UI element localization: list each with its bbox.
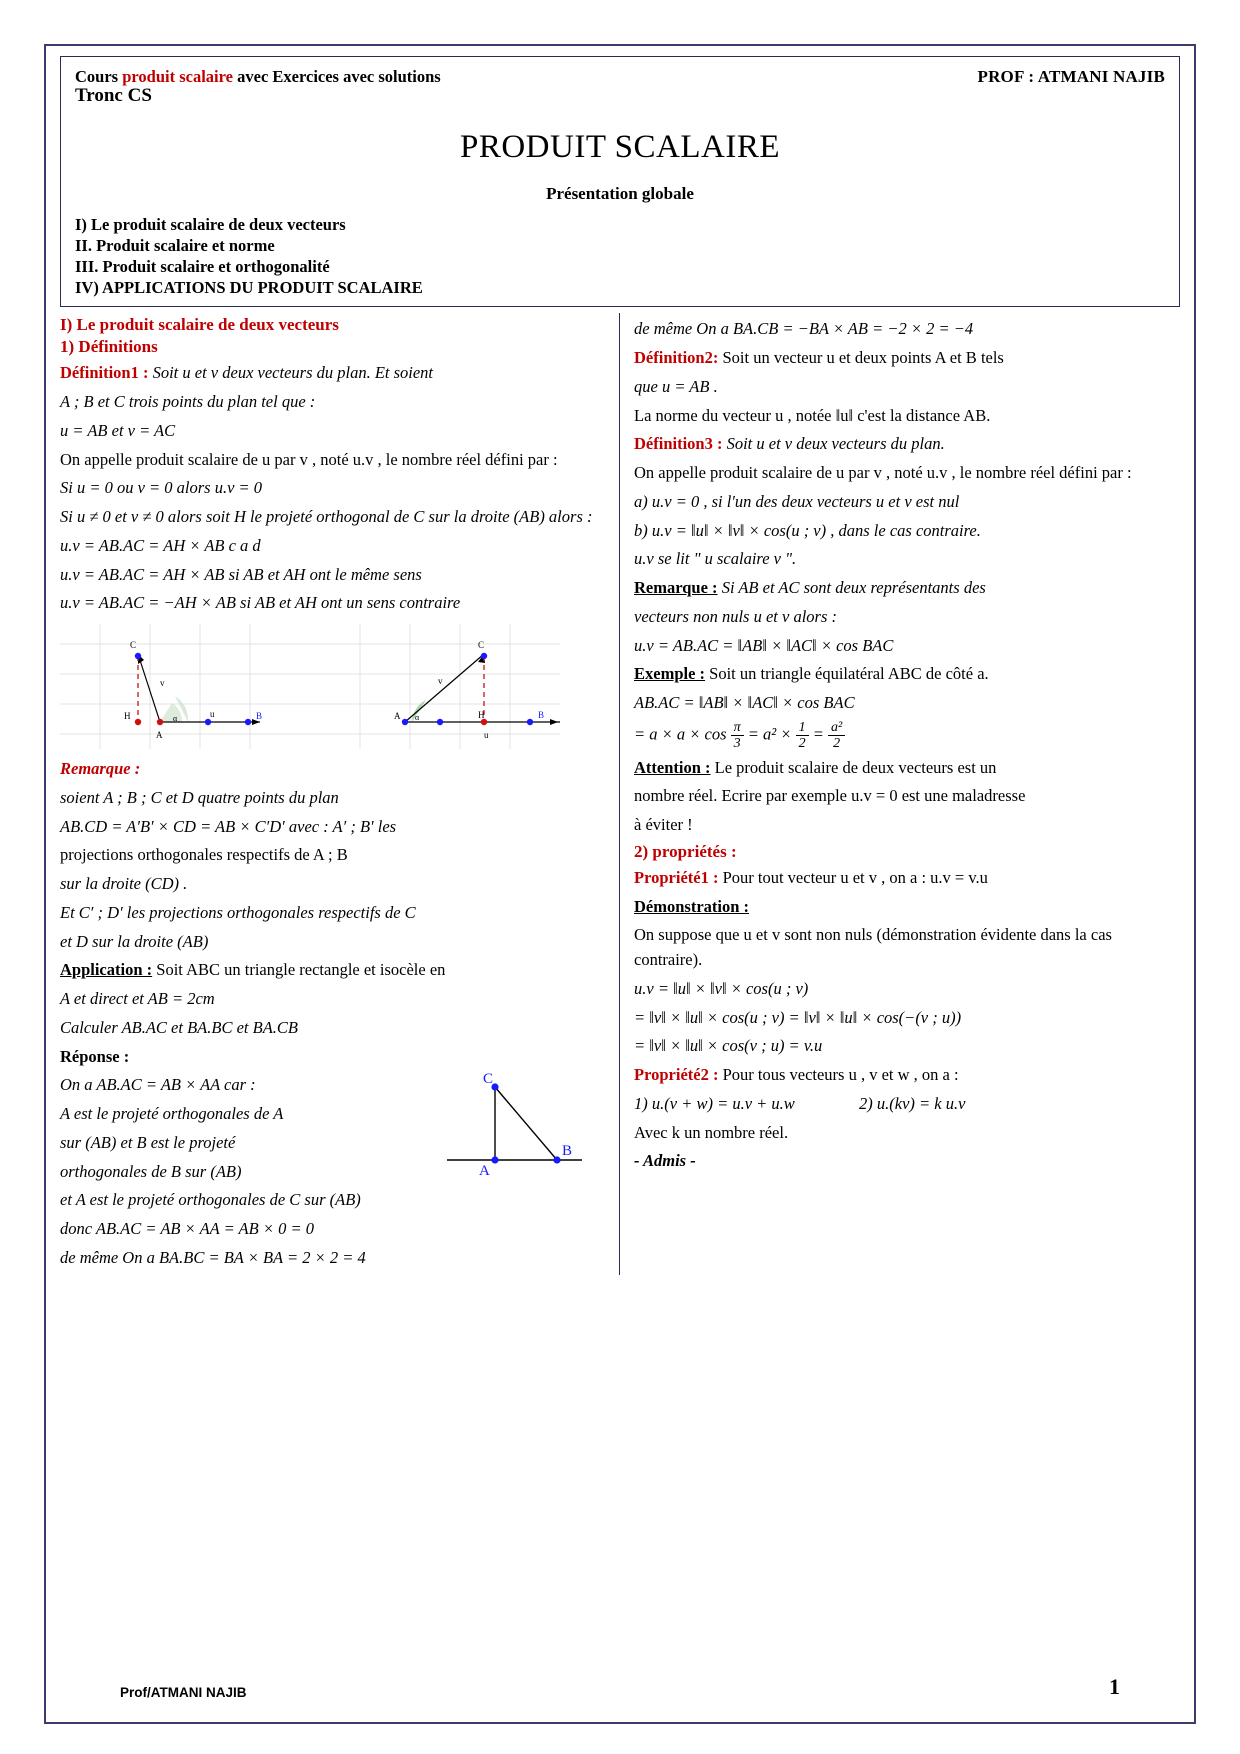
demonstration-equation-3: = ‖v‖ × ‖u‖ × cos(v ; u) = v.u [634, 1036, 823, 1056]
exemple-eq2-equals: = [812, 724, 824, 744]
propriete1-line1: Pour tout vecteur u et v , on a : u.v = v.u [722, 867, 988, 887]
application-line3: Calculer AB.AC et BA.BC et BA.CB [60, 1017, 298, 1037]
left-paragraph-2: Si u = 0 ou v = 0 alors u.v = 0 [60, 478, 263, 498]
application-line2: A et direct et AB = 2cm [60, 989, 215, 1009]
svg-text:v: v [438, 676, 443, 687]
definition1-paragraph [60, 361, 607, 386]
course-title-part1: Cours [75, 67, 123, 86]
remarque-equation: AB.CD = A′B′ × CD = AB × C′D′ avec : A′ ; B′ les [60, 816, 397, 836]
fraction-denominator: 2 [833, 736, 841, 752]
propriete2-paragraph [634, 1063, 1180, 1088]
page-title: PRODUIT SCALAIRE [459, 129, 780, 165]
definition2-line2: que u = AB . [634, 376, 718, 396]
left-equation-1: u.v = AB.AC = AH × AB c a d [60, 535, 261, 555]
footer-author: Prof/ATMANI NAJIB [120, 1685, 247, 1700]
right-remarque-equation: u.v = AB.AC = ‖AB‖ × ‖AC‖ × cos BAC [634, 635, 894, 655]
fraction-pi-3 [731, 720, 744, 752]
triangle-svg [417, 1065, 597, 1190]
remarque-line3: sur la droite (CD) . [60, 874, 188, 894]
toc-item-1: I) Le produit scalaire de deux vecteurs [75, 215, 346, 234]
toc-item-2: II. Produit scalaire et norme [75, 236, 275, 256]
fraction-denominator: 2 [798, 736, 806, 752]
header-top-line [75, 67, 1165, 87]
course-title-part2: avec Exercices avec solutions [233, 67, 441, 86]
application-label: Application : [60, 960, 153, 980]
left-column [60, 313, 620, 1274]
remarque-label: Remarque : [60, 759, 141, 779]
svg-text:A: A [156, 730, 163, 741]
propriete2-line2: Avec k un nombre réel. [634, 1122, 789, 1142]
remarque-line2: projections orthogonales respectifs de A ; B [60, 845, 348, 865]
reponse-line5: et A est le projeté orthogonales de C sur (AB) [60, 1190, 361, 1210]
demonstration-equation-1: u.v = ‖u‖ × ‖v‖ × cos(u ; v) [634, 978, 809, 998]
svg-text:B: B [256, 711, 263, 722]
vector-projection-figures [60, 624, 607, 749]
svg-text:C: C [130, 640, 137, 651]
heading-definitions: 1) Définitions [60, 337, 158, 357]
application-line1: Soit ABC un triangle rectangle et isocèle en [156, 960, 446, 980]
table-of-contents [75, 214, 1165, 298]
level-label: Tronc CS [75, 85, 152, 106]
right-line-1: de même On a BA.CB = −BA × AB = −2 × 2 = −4 [634, 319, 974, 339]
definition2-line3: La norme du vecteur u , notée ‖u‖ c'est la distance AB. [634, 405, 991, 425]
propriete2-line1: Pour tous vecteurs u , v et w , on a : [722, 1065, 959, 1085]
left-equation-3: u.v = AB.AC = −AH × AB si AB et AH ont un sens contraire [60, 593, 461, 613]
definition3-paragraph [634, 432, 1180, 457]
definition1-label: Définition1 : [60, 363, 149, 383]
demonstration-equation-2: = ‖v‖ × ‖u‖ × cos(u ; v) = ‖v‖ × ‖u‖ × cos(−(v ; u)) [634, 1007, 962, 1027]
svg-text:C: C [483, 1071, 494, 1088]
svg-text:H: H [478, 710, 485, 721]
right-column [620, 313, 1180, 1274]
professor-name: PROF : ATMANI NAJIB [977, 67, 1165, 86]
definition1-equation: u = AB et v = AC [60, 420, 176, 440]
two-column-body [60, 313, 1180, 1274]
heading-section-1: I) Le produit scalaire de deux vecteurs [60, 315, 339, 335]
fraction-numerator: π [731, 720, 744, 736]
exemple-equation-1: AB.AC = ‖AB‖ × ‖AC‖ × cos BAC [634, 693, 855, 713]
page-footer [120, 1674, 1120, 1700]
propriete2-items [634, 1092, 1180, 1117]
heading-proprietes: 2) propriétés : [634, 841, 737, 861]
attention-line3: à éviter ! [634, 815, 693, 835]
remarque-line5: et D sur la droite (AB) [60, 931, 209, 951]
definition2-line1: Soit un vecteur u et deux points A et B tels [722, 348, 1004, 368]
definition3-label: Définition3 : [634, 434, 723, 454]
toc-item-4: IV) APPLICATIONS DU PRODUIT SCALAIRE [75, 278, 423, 298]
definition2-label: Définition2: [634, 348, 719, 368]
remarque-line1: soient A ; B ; C et D quatre points du plan [60, 787, 339, 807]
reponse-line3: sur (AB) et B est le projeté [60, 1132, 236, 1152]
application-paragraph [60, 958, 607, 983]
svg-text:u: u [210, 709, 215, 720]
remarque-line4: Et C′ ; D′ les projections orthogonales respectifs de C [60, 902, 416, 922]
definition3-case-a: a) u.v = 0 , si l'un des deux vecteurs u et v est nul [634, 491, 960, 511]
right-remarque-paragraph [634, 576, 1180, 601]
exemple-label: Exemple : [634, 664, 706, 684]
definition3-reading: u.v se lit " u scalaire v ". [634, 549, 797, 569]
propriete2-label: Propriété2 : [634, 1065, 719, 1085]
course-title-highlight: produit scalaire [122, 67, 233, 86]
propriete1-paragraph [634, 866, 1180, 891]
svg-text:α: α [415, 713, 420, 723]
fraction-one-half [796, 720, 809, 752]
fraction-a2-2 [828, 720, 845, 752]
admis-note: - Admis - [634, 1151, 696, 1171]
triangle-figure [417, 1065, 597, 1190]
left-equation-2: u.v = AB.AC = AH × AB si AB et AH ont le même sens [60, 564, 422, 584]
exemple-eq2-mid: = a² × [747, 724, 792, 744]
toc-item-3: III. Produit scalaire et orthogonalité [75, 257, 330, 277]
svg-text:α: α [173, 714, 178, 724]
svg-text:v: v [160, 678, 165, 689]
right-remarque-line1: Si AB et AC sont deux représentants des [721, 578, 986, 598]
reponse-line4: orthogonales de B sur (AB) [60, 1161, 242, 1181]
reponse-line6: donc AB.AC = AB × AA = AB × 0 = 0 [60, 1219, 314, 1239]
exemple-equation-2 [634, 720, 1180, 752]
demonstration-line1: On suppose que u et v sont non nuls (démonstration évidente dans la cas contraire). [634, 925, 1112, 970]
reponse-line2: A est le projeté orthogonales de A [60, 1104, 284, 1124]
right-remarque-line2: vecteurs non nuls u et v alors : [634, 606, 838, 626]
header-box [60, 56, 1180, 307]
svg-text:B: B [538, 710, 545, 721]
right-remarque-label: Remarque : [634, 578, 718, 598]
exemple-line1: Soit un triangle équilatéral ABC de côté a. [709, 664, 989, 684]
reponse-line1: On a AB.AC = AB × AA car : [60, 1075, 256, 1095]
definition1-line2: A ; B et C trois points du plan tel que : [60, 392, 316, 412]
definition3-line1: Soit u et v deux vecteurs du plan. [726, 434, 945, 454]
fraction-denominator: 3 [733, 736, 741, 752]
definition3-case-b: b) u.v = ‖u‖ × ‖v‖ × cos(u ; v) , dans le cas contraire. [634, 520, 981, 540]
svg-text:A: A [394, 711, 401, 722]
demonstration-label: Démonstration : [634, 896, 750, 916]
svg-text:C: C [478, 640, 485, 651]
page-number: 1 [1109, 1674, 1120, 1699]
propriete1-label: Propriété1 : [634, 867, 719, 887]
svg-text:u: u [484, 730, 489, 741]
section-subtitle: Présentation globale [546, 184, 694, 203]
page-content [60, 56, 1180, 1710]
svg-text:A: A [479, 1163, 490, 1180]
svg-text:H: H [124, 711, 131, 722]
attention-paragraph [634, 756, 1180, 781]
reponse-line7: de même On a BA.BC = BA × BA = 2 × 2 = 4 [60, 1247, 366, 1267]
left-paragraph-3: Si u ≠ 0 et v ≠ 0 alors soit H le projeté orthogonal de C sur la droite (AB) alors : [60, 507, 593, 527]
reponse-label: Réponse : [60, 1046, 130, 1066]
figure-vectors-svg [60, 624, 560, 749]
attention-line2: nombre réel. Ecrire par exemple u.v = 0 est une maladresse [634, 786, 1026, 806]
exemple-eq2-pre: = a × a × cos [634, 724, 727, 744]
attention-label: Attention : [634, 757, 711, 777]
exemple-paragraph [634, 662, 1180, 687]
left-paragraph-1: On appelle produit scalaire de u par v , noté u.v , le nombre réel défini par : [60, 449, 558, 469]
fraction-numerator: 1 [796, 720, 809, 736]
attention-line1: Le produit scalaire de deux vecteurs est un [714, 757, 997, 777]
course-title [75, 67, 441, 87]
svg-text:B: B [562, 1143, 573, 1160]
propriete2-item-1: 1) u.(v + w) = u.v + u.w [634, 1093, 795, 1113]
definition2-paragraph [634, 346, 1180, 371]
definition1-line1: Soit u et v deux vecteurs du plan. Et soient [152, 363, 434, 383]
propriete2-item-2: 2) u.(kv) = k u.v [859, 1093, 966, 1113]
fraction-numerator: a² [828, 720, 845, 736]
definition3-line2: On appelle produit scalaire de u par v , noté u.v , le nombre réel défini par : [634, 463, 1132, 483]
